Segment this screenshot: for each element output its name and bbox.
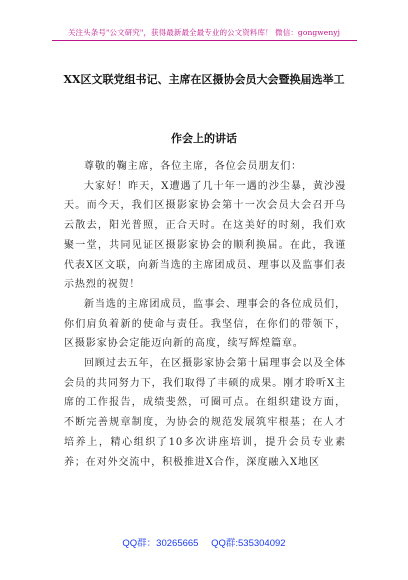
document-body xyxy=(64,157,346,472)
qq-group-2: QQ群:535304092 xyxy=(211,538,286,549)
paragraph: 大家好！昨天，X遭遇了几十年一遇的沙尘暴，黄沙漫天。而今天，我们区摄影家协会第十一次会员大会召开乌云散去，阳光普照，正合天时。在这美好的时刻，我们欢聚一堂，共同见证区摄影家协会的顺利换届。在此，我谨代表X区文联，向新当选的主席团成员、理事以及监事们表示热烈的祝贺！ xyxy=(64,180,346,291)
document-title-line-1: XX区文联党组书记、主席在区摄协会员大会暨换届选举工 xyxy=(63,73,345,86)
header-divider xyxy=(52,40,357,41)
document-title-line-2: 作会上的讲话 xyxy=(171,132,237,145)
paragraph: 回顾过去五年，在区摄影家协会第十届理事会以及全体会员的共同努力下，我们取得了丰硕的成果。刚才聆听X主席的工作报告，成绩斐然，可圈可点。在组织建设方面，不断完善规章制度，为协会的规范发展筑牢根基；在人才培养上，精心组织了10多次讲座培训，提升会员专业素养；在对外交流中，积极推进X合作，深度融入X地区 xyxy=(64,358,346,468)
paragraph: 新当选的主席团成员，监事会、理事会的各位成员们，你们肩负着新的使命与责任。我坚信，在你们的带领下，区摄影家协会定能迈向新的高度，续写辉煌篇章。 xyxy=(64,298,346,350)
footer-contacts xyxy=(0,535,408,549)
salutation: 尊敬的鞠主席，各位主席，各位会员朋友们： xyxy=(84,161,302,172)
header-note: 关注头条号"公文研究"，获得最新最全最专业的公文资料库！ 微信：gongwenyj xyxy=(67,28,341,37)
qq-group-1: QQ群：30265665 xyxy=(122,538,199,549)
